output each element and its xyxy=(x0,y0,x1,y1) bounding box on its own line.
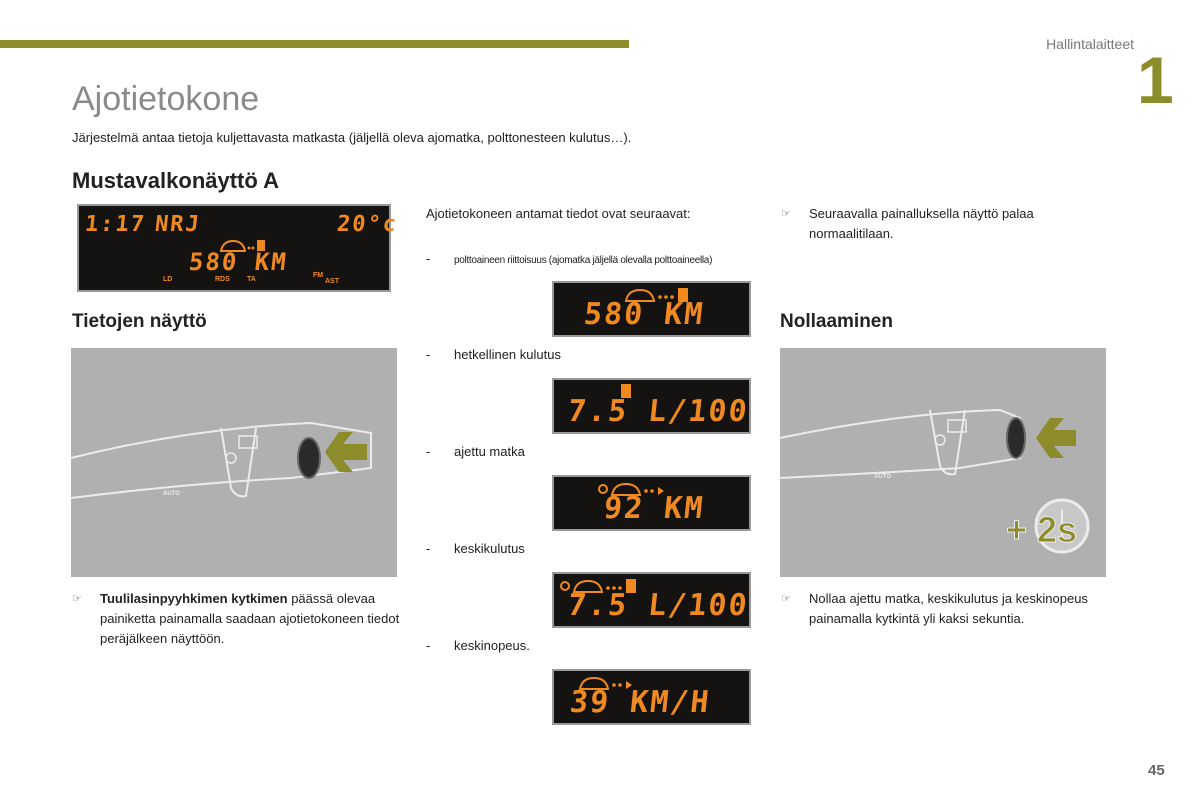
lcd-value: 7.5 L/100 xyxy=(566,394,751,429)
section-name: Hallintalaitteet xyxy=(1046,36,1134,52)
heading-nollaaminen: Nollaaminen xyxy=(780,311,893,332)
lcd-ajettu xyxy=(552,475,751,531)
tietojen-text xyxy=(72,589,430,649)
list-item-label: ajettu matka xyxy=(454,444,525,459)
header-rule xyxy=(0,40,629,48)
lcd-range: 580 KM xyxy=(187,248,290,276)
list-item-label: keskikulutus xyxy=(454,541,525,556)
list-item-label: hetkellinen kulutus xyxy=(454,347,561,362)
left-arrow-icon xyxy=(325,432,367,472)
lcd-indicator-fm: FM xyxy=(313,272,324,279)
wiper-stalk-photo xyxy=(71,348,397,577)
pointing-finger-icon: ☞ xyxy=(72,593,82,605)
display-a-lcd xyxy=(77,204,400,292)
reset-stalk-photo xyxy=(780,348,1106,577)
lcd-keskinopeus xyxy=(552,669,751,725)
lcd-station: NRJ xyxy=(153,212,203,237)
list-item-hetkellinen: - hetkellinen kulutus xyxy=(426,347,561,362)
lcd-hetkellinen xyxy=(552,378,751,434)
pointing-finger-icon: ☞ xyxy=(781,593,791,605)
two-second-badge: + 2s xyxy=(1006,509,1078,550)
reset-stalk-illustration xyxy=(780,348,1106,577)
lcd-indicator-ast: AST xyxy=(325,278,339,285)
lcd-riittoisuus xyxy=(552,281,751,337)
stalk-auto-label: AUTO xyxy=(163,491,180,497)
intro-text: Järjestelmä antaa tietoja kuljettavasta matkasta (jäljellä oleva ajomatka, polttonesteen kulutus…). xyxy=(72,130,632,145)
list-item-keskinopeus: - keskinopeus. xyxy=(426,638,530,653)
list-item-riittoisuus: - polttoaineen riittoisuus (ajomatka jäljellä olevalla polttoaineella) xyxy=(426,251,713,266)
reset-text: Nollaa ajettu matka, keskikulutus ja keskinopeus painamalla kytkintä yli kaksi sekuntia. xyxy=(809,591,1088,626)
lcd-indicator-ta: TA xyxy=(247,276,256,283)
heading-tietojen-naytto: Tietojen näyttö xyxy=(72,311,207,332)
page-number: 45 xyxy=(1148,762,1165,779)
middle-intro: Ajotietokoneen antamat tiedot ovat seuraavat: xyxy=(426,206,691,221)
lcd-indicator-ld: LD xyxy=(163,276,173,283)
list-item-label: keskinopeus. xyxy=(454,638,530,653)
stalk-auto-label: AUTO xyxy=(874,474,891,480)
tietojen-text-rest: päässä olevaa painiketta painamalla saadaan ajotietokoneen tiedot peräjälkeen näyttöön. xyxy=(100,591,400,646)
top-text: Seuraavalla painalluksella näyttö palaa normaalitilaan. xyxy=(809,206,1034,241)
heading-mono-display: Mustavalkonäyttö A xyxy=(72,168,280,193)
nollaaminen-text xyxy=(781,589,1129,629)
lcd-temperature: 20°c xyxy=(335,212,400,237)
wiper-stalk-illustration xyxy=(71,348,397,577)
lcd-value: 39 KM/H xyxy=(568,685,713,720)
pointing-finger-icon: ☞ xyxy=(781,208,791,220)
list-item-ajettu: - ajettu matka xyxy=(426,444,525,459)
list-item-label: polttoaineen riittoisuus (ajomatka jäljellä olevalla polttoaineella) xyxy=(454,255,713,266)
chapter-number: 1 xyxy=(1137,43,1174,117)
page-title: Ajotietokone xyxy=(72,80,260,118)
lcd-value: 7.5 L/100 xyxy=(566,588,751,623)
left-arrow-icon xyxy=(1036,418,1076,458)
lcd-value: 580 KM xyxy=(582,297,707,332)
lcd-value: 92 KM xyxy=(602,491,707,526)
lcd-keskikulutus xyxy=(552,572,751,628)
list-item-keskikulutus: - keskikulutus xyxy=(426,541,525,556)
lcd-indicator-rds: RDS xyxy=(215,276,230,283)
nollaaminen-top-text xyxy=(781,204,1109,244)
lcd-time: 1:17 xyxy=(83,212,148,237)
tietojen-text-bold: Tuulilasinpyyhkimen kytkimen xyxy=(100,591,288,606)
